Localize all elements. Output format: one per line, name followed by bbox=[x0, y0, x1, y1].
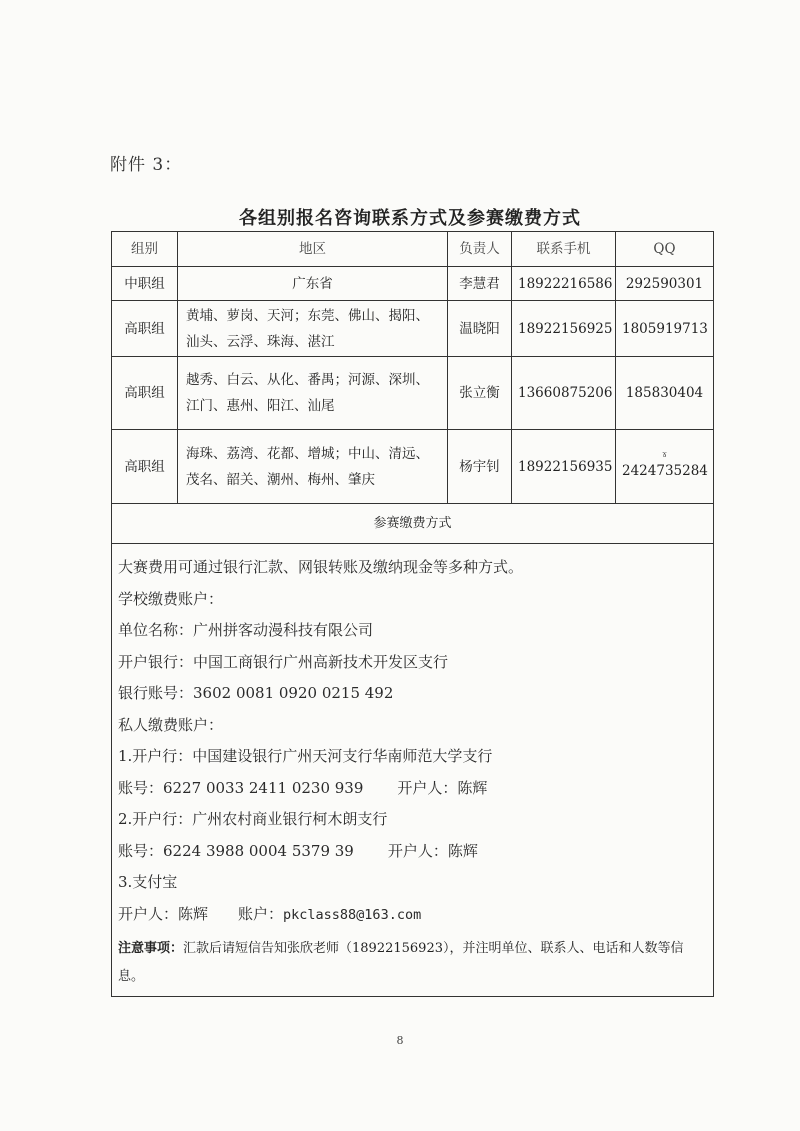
private-account-1 bbox=[118, 773, 713, 805]
cell-person: 张立衡 bbox=[448, 357, 512, 430]
header-qq: QQ bbox=[616, 232, 714, 267]
region-line: 黄埔、萝岗、天河；东莞、佛山、揭阳、 bbox=[186, 307, 429, 324]
region-line: 越秀、白云、从化、番禺；河源、深圳、 bbox=[186, 372, 429, 388]
table-row bbox=[112, 357, 714, 430]
cell-group: 中职组 bbox=[112, 267, 178, 301]
cell-person: 杨宇钊 bbox=[448, 430, 512, 504]
alipay-label: 3.支付宝 bbox=[118, 873, 178, 891]
payment-heading-row bbox=[112, 504, 714, 544]
private-account-label: 私人缴费账户： bbox=[118, 715, 224, 734]
cell-phone: 13660875206 bbox=[512, 357, 616, 430]
note-text: 汇款后请短信告知张欣老师（18922156923），并注明单位、联系人、电话和人数等信息。 bbox=[118, 941, 684, 984]
account-holder: 开户人：陈辉 bbox=[387, 841, 478, 860]
cell-region bbox=[178, 301, 448, 357]
cell-phone: 18922156935 bbox=[512, 430, 616, 504]
table-row bbox=[112, 267, 714, 301]
cell-phone: 18922216586 bbox=[512, 267, 616, 301]
payment-details bbox=[112, 544, 714, 997]
cell-qq bbox=[616, 430, 714, 504]
cell-qq: 1805919713 bbox=[616, 301, 714, 357]
cell-person: 温晓阳 bbox=[448, 301, 512, 357]
qq-value: 2424735284 bbox=[622, 462, 708, 479]
payment-intro: 大赛费用可通过银行汇款、网银转账及缴纳现金等多种方式。 bbox=[118, 558, 524, 576]
table-row bbox=[112, 430, 714, 504]
region-line: 茂名、韶关、潮州、梅州、肇庆 bbox=[186, 471, 375, 488]
unit-name: 单位名称：广州拼客动漫科技有限公司 bbox=[118, 621, 374, 639]
payment-details-row bbox=[112, 544, 714, 997]
page-number: 8 bbox=[396, 1034, 404, 1047]
cell-region bbox=[178, 430, 448, 504]
table-header-row bbox=[112, 232, 714, 267]
cell-person: 李慧君 bbox=[448, 267, 512, 301]
alipay-account-label: 账户： bbox=[238, 904, 284, 923]
document-title: 各组别报名咨询联系方式及参赛缴费方式 bbox=[239, 208, 581, 229]
alipay-email: pkclass88@163.com bbox=[283, 906, 422, 923]
header-region: 地区 bbox=[178, 232, 448, 267]
account-number: 账号：6227 0033 2411 0230 939 bbox=[118, 778, 364, 797]
private-account-2 bbox=[118, 836, 713, 868]
contact-table bbox=[111, 231, 714, 997]
payment-note bbox=[118, 935, 713, 991]
region-line: 海珠、荔湾、花都、增城；中山、清远、 bbox=[186, 445, 429, 462]
header-person: 负责人 bbox=[448, 232, 512, 267]
bank-account: 银行账号：3602 0081 0920 0215 492 bbox=[118, 684, 394, 702]
attachment-label: 附件 3： bbox=[110, 155, 183, 175]
account-holder: 开户人：陈辉 bbox=[118, 904, 209, 923]
alipay-account bbox=[118, 899, 713, 932]
payment-heading: 参赛缴费方式 bbox=[112, 504, 714, 544]
cell-group: 高职组 bbox=[112, 430, 178, 504]
cell-phone: 18922156925 bbox=[512, 301, 616, 357]
account-holder: 开户人：陈辉 bbox=[397, 778, 488, 797]
region-line: 汕头、云浮、珠海、湛江 bbox=[186, 333, 335, 350]
note-label: 注意事项： bbox=[118, 941, 184, 956]
table-row bbox=[112, 301, 714, 357]
cell-group: 高职组 bbox=[112, 301, 178, 357]
private-bank-1: 1.开户行：中国建设银行广州天河支行华南师范大学支行 bbox=[118, 747, 493, 765]
cell-group: 高职组 bbox=[112, 357, 178, 430]
account-number: 账号：6224 3988 0004 5379 39 bbox=[118, 841, 354, 860]
header-group: 组别 bbox=[112, 232, 178, 267]
header-phone: 联系手机 bbox=[512, 232, 616, 267]
scan-mark: ɤ bbox=[661, 449, 668, 460]
cell-region bbox=[178, 357, 448, 430]
region-line: 江门、惠州、阳江、汕尾 bbox=[186, 398, 335, 414]
bank-name: 开户银行：中国工商银行广州高新技术开发区支行 bbox=[118, 652, 449, 671]
school-account-label: 学校缴费账户： bbox=[118, 589, 224, 608]
cell-qq: 185830404 bbox=[616, 357, 714, 430]
cell-region: 广东省 bbox=[178, 267, 448, 301]
private-bank-2: 2.开户行：广州农村商业银行柯木朗支行 bbox=[118, 810, 388, 828]
cell-qq: 292590301 bbox=[616, 267, 714, 301]
